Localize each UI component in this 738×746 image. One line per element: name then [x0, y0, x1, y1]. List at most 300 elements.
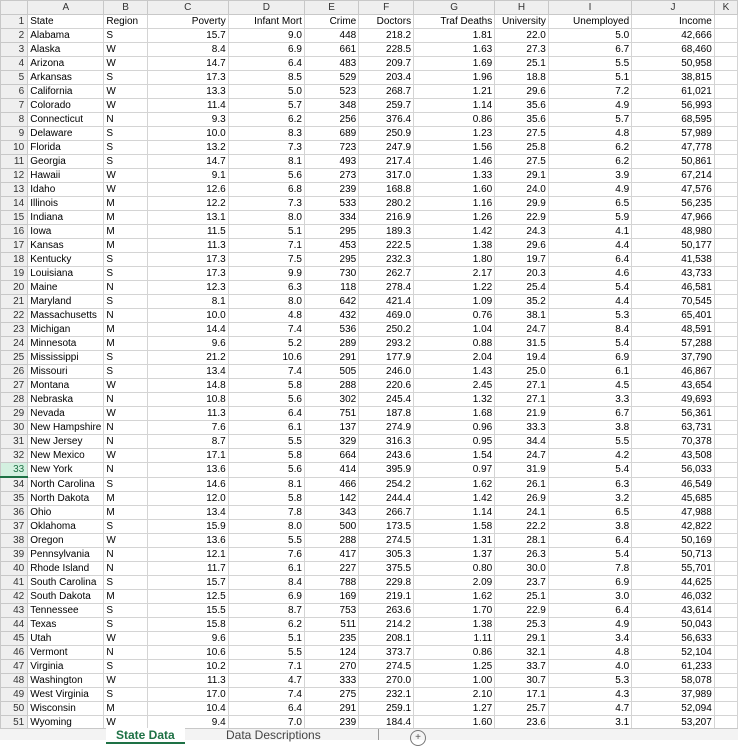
cell[interactable] [714, 85, 737, 99]
cell[interactable]: 259.7 [359, 99, 414, 113]
cell[interactable]: 5.4 [548, 548, 631, 562]
cell[interactable]: 1.56 [414, 141, 495, 155]
row-header[interactable]: 11 [1, 155, 28, 169]
cell[interactable]: 334 [304, 211, 358, 225]
cell[interactable]: 7.8 [228, 506, 304, 520]
cell[interactable]: 4.7 [548, 702, 631, 716]
cell[interactable]: 47,988 [632, 506, 715, 520]
cell[interactable]: New Hampshire [28, 421, 104, 435]
cell[interactable]: 9.6 [147, 337, 228, 351]
cell[interactable]: 753 [304, 604, 358, 618]
cell[interactable]: 24.1 [495, 506, 549, 520]
row-header[interactable]: 46 [1, 646, 28, 660]
cell[interactable]: 7.1 [228, 239, 304, 253]
cell[interactable]: 333 [304, 674, 358, 688]
cell[interactable]: 50,958 [632, 57, 715, 71]
cell[interactable]: 22.9 [495, 211, 549, 225]
cell[interactable]: Kansas [28, 239, 104, 253]
cell[interactable]: Tennessee [28, 604, 104, 618]
cell[interactable]: 27.1 [495, 379, 549, 393]
cell[interactable]: 280.2 [359, 197, 414, 211]
cell[interactable]: S [104, 29, 147, 43]
cell[interactable]: S [104, 141, 147, 155]
cell[interactable]: 270.0 [359, 674, 414, 688]
cell[interactable]: 50,861 [632, 155, 715, 169]
cell[interactable]: 42,822 [632, 520, 715, 534]
cell[interactable]: 5.6 [228, 169, 304, 183]
cell[interactable]: North Dakota [28, 492, 104, 506]
cell[interactable]: 219.1 [359, 590, 414, 604]
cell[interactable]: 52,104 [632, 646, 715, 660]
cell[interactable]: 288 [304, 534, 358, 548]
cell[interactable]: 61,021 [632, 85, 715, 99]
cell[interactable]: 8.0 [228, 520, 304, 534]
cell[interactable]: W [104, 674, 147, 688]
cell[interactable]: 348 [304, 99, 358, 113]
cell[interactable]: 1.11 [414, 632, 495, 646]
cell[interactable]: Illinois [28, 197, 104, 211]
cell[interactable]: 124 [304, 646, 358, 660]
cell[interactable]: 1.38 [414, 618, 495, 632]
cell[interactable] [714, 57, 737, 71]
cell[interactable]: 218.2 [359, 29, 414, 43]
cell[interactable]: 7.6 [228, 548, 304, 562]
cell[interactable]: 3.8 [548, 520, 631, 534]
cell[interactable]: 24.7 [495, 449, 549, 463]
cell[interactable]: 8.4 [228, 576, 304, 590]
row-header[interactable]: 41 [1, 576, 28, 590]
cell[interactable]: 5.6 [228, 393, 304, 407]
cell[interactable] [714, 169, 737, 183]
cell[interactable]: 37,989 [632, 688, 715, 702]
column-header-k[interactable]: K [714, 1, 737, 15]
cell[interactable]: 47,966 [632, 211, 715, 225]
cell[interactable]: 6.3 [548, 477, 631, 492]
cell[interactable]: 17.1 [495, 688, 549, 702]
cell[interactable]: 6.9 [228, 590, 304, 604]
cell[interactable]: W [104, 183, 147, 197]
cell[interactable]: Virginia [28, 660, 104, 674]
cell[interactable]: 11.4 [147, 99, 228, 113]
cell[interactable]: 15.7 [147, 576, 228, 590]
cell[interactable]: 0.86 [414, 113, 495, 127]
row-header[interactable]: 13 [1, 183, 28, 197]
cell[interactable] [714, 155, 737, 169]
cell[interactable]: 27.5 [495, 155, 549, 169]
cell[interactable] [714, 492, 737, 506]
cell[interactable]: 1.16 [414, 197, 495, 211]
cell[interactable]: 1.33 [414, 169, 495, 183]
cell[interactable]: 500 [304, 520, 358, 534]
cell[interactable]: 243.6 [359, 449, 414, 463]
row-header[interactable]: 44 [1, 618, 28, 632]
cell[interactable]: 317.0 [359, 169, 414, 183]
cell[interactable]: 5.5 [228, 534, 304, 548]
cell[interactable]: 46,032 [632, 590, 715, 604]
cell[interactable]: 664 [304, 449, 358, 463]
cell[interactable] [714, 407, 737, 421]
cell[interactable]: 6.3 [228, 281, 304, 295]
column-header-g[interactable]: G [414, 1, 495, 15]
cell[interactable]: 6.1 [548, 365, 631, 379]
cell[interactable]: 24.7 [495, 323, 549, 337]
cell[interactable]: M [104, 702, 147, 716]
cell[interactable]: N [104, 421, 147, 435]
cell[interactable] [714, 520, 737, 534]
cell[interactable]: State [28, 15, 104, 29]
cell[interactable]: Alaska [28, 43, 104, 57]
row-header[interactable]: 9 [1, 127, 28, 141]
sheet-tab-state-data[interactable]: State Data [106, 728, 185, 744]
cell[interactable]: 723 [304, 141, 358, 155]
cell[interactable]: N [104, 393, 147, 407]
cell[interactable]: 57,288 [632, 337, 715, 351]
cell[interactable]: W [104, 407, 147, 421]
cell[interactable]: 466 [304, 477, 358, 492]
cell[interactable]: Utah [28, 632, 104, 646]
cell[interactable]: 343 [304, 506, 358, 520]
cell[interactable]: 3.3 [548, 393, 631, 407]
cell[interactable] [714, 295, 737, 309]
cell[interactable]: 3.1 [548, 716, 631, 730]
cell[interactable]: 1.63 [414, 43, 495, 57]
cell[interactable]: 9.6 [147, 632, 228, 646]
cell[interactable]: 2.10 [414, 688, 495, 702]
cell[interactable]: 38.1 [495, 309, 549, 323]
cell[interactable]: 1.42 [414, 492, 495, 506]
cell[interactable]: 302 [304, 393, 358, 407]
cell[interactable]: 7.8 [548, 562, 631, 576]
cell[interactable]: 43,614 [632, 604, 715, 618]
cell[interactable]: Kentucky [28, 253, 104, 267]
cell[interactable]: S [104, 688, 147, 702]
column-header-i[interactable]: I [548, 1, 631, 15]
column-header-j[interactable]: J [632, 1, 715, 15]
cell[interactable]: 2.17 [414, 267, 495, 281]
cell[interactable]: 6.4 [228, 57, 304, 71]
cell[interactable]: 23.6 [495, 716, 549, 730]
cell[interactable]: 689 [304, 127, 358, 141]
cell[interactable]: 50,713 [632, 548, 715, 562]
cell[interactable]: 17.3 [147, 71, 228, 85]
cell[interactable]: Texas [28, 618, 104, 632]
cell[interactable]: North Carolina [28, 477, 104, 492]
cell[interactable]: 4.8 [548, 646, 631, 660]
row-header[interactable]: 47 [1, 660, 28, 674]
column-header-a[interactable]: A [28, 1, 104, 15]
cell[interactable]: 244.4 [359, 492, 414, 506]
cell[interactable]: Oklahoma [28, 520, 104, 534]
cell[interactable]: 29.6 [495, 85, 549, 99]
cell[interactable]: 12.5 [147, 590, 228, 604]
cell[interactable]: 65,401 [632, 309, 715, 323]
cell[interactable]: 30.0 [495, 562, 549, 576]
cell[interactable]: S [104, 253, 147, 267]
cell[interactable]: 8.4 [147, 43, 228, 57]
cell[interactable]: 13.4 [147, 506, 228, 520]
cell[interactable]: 247.9 [359, 141, 414, 155]
cell[interactable]: Maine [28, 281, 104, 295]
row-header[interactable]: 36 [1, 506, 28, 520]
cell[interactable]: 6.5 [548, 506, 631, 520]
cell[interactable]: Arkansas [28, 71, 104, 85]
cell[interactable]: 4.9 [548, 618, 631, 632]
cell[interactable]: 48,980 [632, 225, 715, 239]
row-header[interactable]: 32 [1, 449, 28, 463]
cell[interactable]: 25.7 [495, 702, 549, 716]
cell[interactable]: 0.76 [414, 309, 495, 323]
cell[interactable]: 0.80 [414, 562, 495, 576]
cell[interactable]: 19.4 [495, 351, 549, 365]
cell[interactable]: Florida [28, 141, 104, 155]
row-header[interactable]: 10 [1, 141, 28, 155]
row-header[interactable]: 34 [1, 477, 28, 492]
cell[interactable] [714, 702, 737, 716]
cell[interactable]: 29.1 [495, 169, 549, 183]
cell[interactable] [714, 281, 737, 295]
cell[interactable]: 17.3 [147, 253, 228, 267]
cell[interactable]: 6.4 [548, 253, 631, 267]
cell[interactable]: 7.1 [228, 660, 304, 674]
cell[interactable]: 4.9 [548, 183, 631, 197]
cell[interactable]: 7.3 [228, 197, 304, 211]
cell[interactable]: 275 [304, 688, 358, 702]
cell[interactable]: 13.3 [147, 85, 228, 99]
cell[interactable]: 26.9 [495, 492, 549, 506]
cell[interactable]: M [104, 492, 147, 506]
cell[interactable]: 70,545 [632, 295, 715, 309]
cell[interactable] [714, 379, 737, 393]
cell[interactable]: 12.3 [147, 281, 228, 295]
cell[interactable]: 13.6 [147, 463, 228, 478]
cell[interactable]: 47,778 [632, 141, 715, 155]
cell[interactable]: 1.62 [414, 477, 495, 492]
cell[interactable]: 14.4 [147, 323, 228, 337]
cell[interactable] [714, 477, 737, 492]
cell[interactable]: 6.2 [228, 618, 304, 632]
cell[interactable]: 5.5 [228, 646, 304, 660]
cell[interactable]: Poverty [147, 15, 228, 29]
cell[interactable]: 1.96 [414, 71, 495, 85]
cell[interactable]: 189.3 [359, 225, 414, 239]
cell[interactable]: S [104, 576, 147, 590]
cell[interactable]: 9.4 [147, 716, 228, 730]
cell[interactable]: 7.4 [228, 365, 304, 379]
cell[interactable]: 63,731 [632, 421, 715, 435]
cell[interactable]: Ohio [28, 506, 104, 520]
cell[interactable]: 50,177 [632, 239, 715, 253]
cell[interactable]: 278.4 [359, 281, 414, 295]
cell[interactable]: 788 [304, 576, 358, 590]
cell[interactable]: 23.7 [495, 576, 549, 590]
cell[interactable]: 33.7 [495, 660, 549, 674]
cell[interactable] [714, 463, 737, 478]
cell[interactable]: 14.7 [147, 155, 228, 169]
cell[interactable]: Infant Mort [228, 15, 304, 29]
cell[interactable]: 6.1 [228, 562, 304, 576]
cell[interactable]: W [104, 534, 147, 548]
cell[interactable]: 1.62 [414, 590, 495, 604]
cell[interactable]: 417 [304, 548, 358, 562]
cell[interactable]: 8.1 [228, 155, 304, 169]
cell[interactable]: W [104, 716, 147, 730]
cell[interactable]: 4.4 [548, 295, 631, 309]
cell[interactable]: 5.7 [548, 113, 631, 127]
cell[interactable]: 5.6 [228, 463, 304, 478]
cell[interactable]: 13.6 [147, 534, 228, 548]
cell[interactable]: 15.5 [147, 604, 228, 618]
cell[interactable]: 1.60 [414, 183, 495, 197]
cell[interactable] [714, 43, 737, 57]
cell[interactable]: 184.4 [359, 716, 414, 730]
cell[interactable]: 217.4 [359, 155, 414, 169]
cell[interactable]: 235 [304, 632, 358, 646]
cell[interactable]: 17.3 [147, 267, 228, 281]
cell[interactable]: 1.14 [414, 99, 495, 113]
cell[interactable]: 27.5 [495, 127, 549, 141]
cell[interactable]: 5.4 [548, 463, 631, 478]
row-header[interactable]: 50 [1, 702, 28, 716]
cell[interactable]: 289 [304, 337, 358, 351]
cell[interactable]: 1.26 [414, 211, 495, 225]
cell[interactable]: Maryland [28, 295, 104, 309]
row-header[interactable]: 20 [1, 281, 28, 295]
cell[interactable]: 1.42 [414, 225, 495, 239]
cell[interactable]: 1.14 [414, 506, 495, 520]
cell[interactable]: 21.9 [495, 407, 549, 421]
cell[interactable]: 274.9 [359, 421, 414, 435]
cell[interactable]: 1.80 [414, 253, 495, 267]
cell[interactable]: 29.6 [495, 239, 549, 253]
cell[interactable]: Michigan [28, 323, 104, 337]
row-header[interactable]: 24 [1, 337, 28, 351]
cell[interactable]: N [104, 646, 147, 660]
cell[interactable] [714, 267, 737, 281]
cell[interactable] [714, 365, 737, 379]
cell[interactable]: M [104, 197, 147, 211]
cell[interactable]: 5.9 [548, 211, 631, 225]
cell[interactable]: 0.88 [414, 337, 495, 351]
cell[interactable]: 32.1 [495, 646, 549, 660]
cell[interactable]: 1.70 [414, 604, 495, 618]
cell[interactable]: 3.4 [548, 632, 631, 646]
cell[interactable]: 523 [304, 85, 358, 99]
cell[interactable]: 483 [304, 57, 358, 71]
cell[interactable]: 5.8 [228, 449, 304, 463]
cell[interactable]: N [104, 562, 147, 576]
cell[interactable]: 1.81 [414, 29, 495, 43]
cell[interactable]: 34.4 [495, 435, 549, 449]
cell[interactable]: N [104, 548, 147, 562]
cell[interactable] [714, 113, 737, 127]
cell[interactable] [714, 211, 737, 225]
cell[interactable]: 246.0 [359, 365, 414, 379]
cell[interactable]: Oregon [28, 534, 104, 548]
cell[interactable]: 55,701 [632, 562, 715, 576]
cell[interactable]: 15.9 [147, 520, 228, 534]
cell[interactable]: Region [104, 15, 147, 29]
cell[interactable]: 24.3 [495, 225, 549, 239]
cell[interactable]: Massachusetts [28, 309, 104, 323]
cell[interactable]: S [104, 520, 147, 534]
cell[interactable]: 259.1 [359, 702, 414, 716]
cell[interactable] [714, 590, 737, 604]
cell[interactable]: 295 [304, 253, 358, 267]
cell[interactable]: 13.2 [147, 141, 228, 155]
cell[interactable]: 11.3 [147, 674, 228, 688]
cell[interactable]: 10.6 [228, 351, 304, 365]
cell[interactable]: W [104, 169, 147, 183]
cell[interactable]: 25.3 [495, 618, 549, 632]
cell[interactable]: 291 [304, 351, 358, 365]
cell[interactable] [714, 562, 737, 576]
cell[interactable]: 5.3 [548, 674, 631, 688]
cell[interactable]: 9.9 [228, 267, 304, 281]
cell[interactable]: 216.9 [359, 211, 414, 225]
cell[interactable]: 56,993 [632, 99, 715, 113]
cell[interactable]: 49,693 [632, 393, 715, 407]
worksheet-body[interactable] [1, 15, 738, 730]
cell[interactable]: 46,549 [632, 477, 715, 492]
cell[interactable]: 68,460 [632, 43, 715, 57]
cell[interactable]: 1.54 [414, 449, 495, 463]
cell[interactable]: Income [632, 15, 715, 29]
cell[interactable]: 5.4 [548, 337, 631, 351]
cell[interactable]: N [104, 309, 147, 323]
cell[interactable]: 1.58 [414, 520, 495, 534]
cell[interactable]: 6.2 [548, 155, 631, 169]
row-header[interactable]: 8 [1, 113, 28, 127]
cell[interactable]: 19.7 [495, 253, 549, 267]
cell[interactable]: 22.0 [495, 29, 549, 43]
cell[interactable]: 4.7 [228, 674, 304, 688]
cell[interactable]: 12.6 [147, 183, 228, 197]
cell[interactable] [714, 548, 737, 562]
cell[interactable]: 1.46 [414, 155, 495, 169]
cell[interactable]: 232.3 [359, 253, 414, 267]
cell[interactable]: 3.9 [548, 169, 631, 183]
cell[interactable]: S [104, 660, 147, 674]
cell[interactable]: 1.32 [414, 393, 495, 407]
row-header[interactable]: 12 [1, 169, 28, 183]
cell[interactable] [714, 309, 737, 323]
cell[interactable]: 8.7 [147, 435, 228, 449]
cell[interactable]: 5.1 [228, 632, 304, 646]
cell[interactable]: 13.4 [147, 365, 228, 379]
row-header[interactable]: 43 [1, 604, 28, 618]
cell[interactable]: 44,625 [632, 576, 715, 590]
cell[interactable]: 70,378 [632, 435, 715, 449]
cell[interactable]: 5.8 [228, 492, 304, 506]
row-header[interactable]: 48 [1, 674, 28, 688]
cell[interactable]: 27.3 [495, 43, 549, 57]
cell[interactable]: S [104, 618, 147, 632]
row-header[interactable]: 16 [1, 225, 28, 239]
cell[interactable] [714, 15, 737, 29]
cell[interactable]: 222.5 [359, 239, 414, 253]
cell[interactable]: 14.7 [147, 57, 228, 71]
cell[interactable]: 29.9 [495, 197, 549, 211]
row-header[interactable]: 1 [1, 15, 28, 29]
cell[interactable]: 12.2 [147, 197, 228, 211]
cell[interactable]: 26.3 [495, 548, 549, 562]
cell[interactable]: Wisconsin [28, 702, 104, 716]
row-header[interactable]: 15 [1, 211, 28, 225]
cell[interactable]: Traf Deaths [414, 15, 495, 29]
cell[interactable]: West Virginia [28, 688, 104, 702]
cell[interactable]: 14.8 [147, 379, 228, 393]
cell[interactable]: 1.21 [414, 85, 495, 99]
